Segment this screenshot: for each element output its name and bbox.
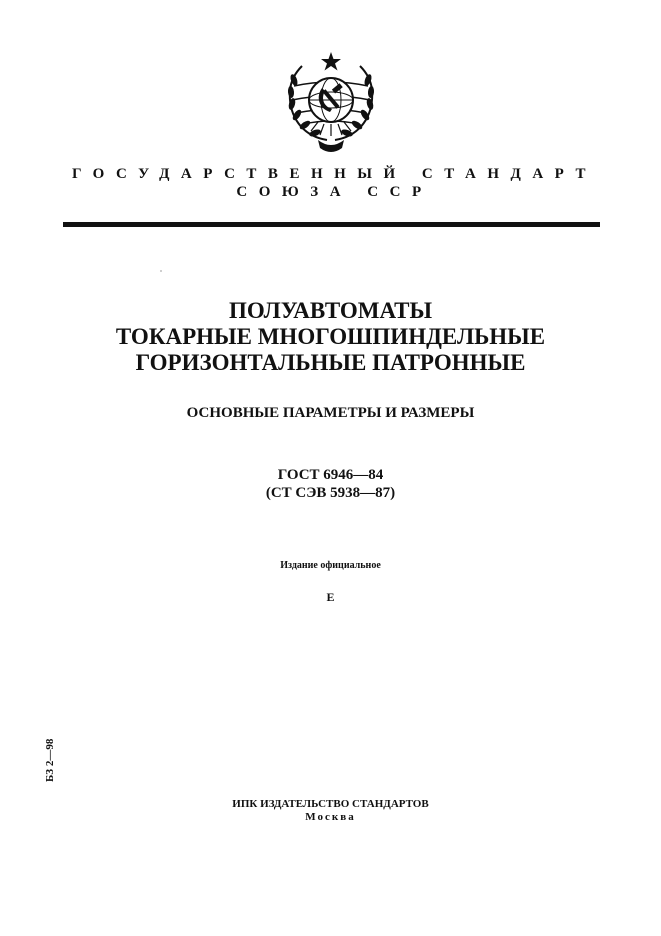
title-line-2: ТОКАРНЫЕ МНОГОШПИНДЕЛЬНЫЕ [115,324,546,349]
state-emblem-icon [280,50,382,158]
side-code: БЗ 2—98 [44,738,56,782]
edition-letter: Е [326,590,335,604]
publisher-name: ИПК ИЗДАТЕЛЬСТВО СТАНДАРТОВ [232,798,429,810]
standard-designation [0,466,661,502]
header-state-standard: ГОСУДАРСТВЕННЫЙ СТАНДАРТ [71,166,598,182]
gost-number: ГОСТ 6946—84 [277,467,384,483]
publisher-block [0,798,661,824]
edition-label: Издание официальное [280,560,381,571]
scan-speck [160,270,162,272]
publisher-city: Москва [305,811,356,823]
header-ussr: СОЮЗА ССР [236,184,433,200]
document-title [0,298,661,376]
title-line-1: ПОЛУАВТОМАТЫ [228,298,433,323]
header-divider [63,222,600,227]
title-line-3: ГОРИЗОНТАЛЬНЫЕ ПАТРОННЫЕ [135,350,526,375]
document-subtitle: ОСНОВНЫЕ ПАРАМЕТРЫ И РАЗМЕРЫ [186,405,475,421]
st-sev-number: (СТ СЭВ 5938—87) [265,485,396,501]
